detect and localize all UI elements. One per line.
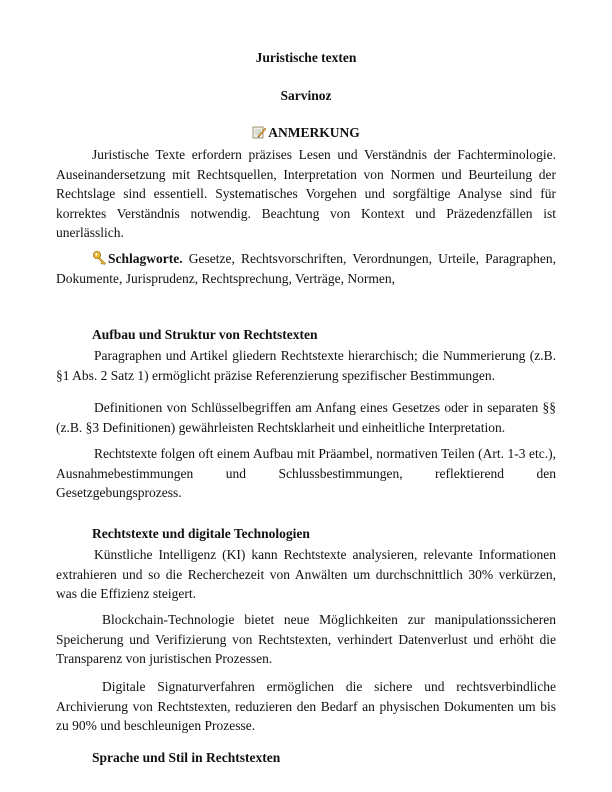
note-heading-text: ANMERKUNG [268,125,360,140]
document-title: Juristische texten [255,50,357,65]
note-paragraph: Juristische Texte erfordern präzises Lesen und Verständnis der Fachterminologie. Auseinandersetzung mit Rechtsquellen, Interpretation von Normen und Beurteilung der Rechtslage sind essentiell. Systematisches Vorgehen und sorgfältige Analyse sind für korrektes Verständnis notwendig. Beachtung von Kontext und Präzedenzfällen ist unerlässlich. [56,147,556,240]
section-heading-sprache: Sprache und Stil in Rechtstexten [92,750,281,765]
section-heading-aufbau: Aufbau und Struktur von Rechtstexten [92,327,318,342]
section-paragraph: Künstliche Intelligenz (KI) kann Rechtstexte analysieren, relevante Informationen extrahieren und so die Recherchezeit von Anwälten um durchschnittlich 30% verkürzen, was die Effizienz steigert. [56,547,556,601]
section-paragraph: Digitale Signaturverfahren ermöglichen die sichere und rechtsverbindliche Archivierung von Rechtstexten, reduzieren den Bedarf an physischen Dokumenten um bis zu 90% und beschleunigen Prozesse. [56,679,556,733]
section-paragraph: Definitionen von Schlüsselbegriffen am Anfang eines Gesetzes oder in separaten §§ (z.B. §3 Definitionen) gewährleisten Rechtsklarheit und einheitliche Interpretation. [56,400,556,435]
keywords-list: Gesetze, Rechtsvorschriften, Verordnungen, Urteile, Paragraphen, Dokumente, Jurisprudenz, Rechtsprechung, Verträge, Normen, [56,251,556,286]
keywords-paragraph [56,249,556,288]
memo-icon [252,125,266,139]
section-paragraph: Blockchain-Technologie bietet neue Möglichkeiten zur manipulationssicheren Speicherung und Verifizierung von Rechtstexten, verhindert Datenverlust und erhöht die Transparenz von juristischen Prozessen. [56,612,556,666]
note-heading [0,125,612,141]
keywords-label: Schlagworte. [108,251,183,266]
section-paragraph: Paragraphen und Artikel gliedern Rechtstexte hierarchisch; die Nummerierung (z.B. §1 Abs. 2 Satz 1) ermöglicht präzise Referenzierung spezifischer Bestimmungen. [56,348,556,383]
section-paragraph: Rechtstexte folgen oft einem Aufbau mit Präambel, normativen Teilen (Art. 1-3 etc.), Ausnahmebestimmungen und Schlussbestimmungen, reflektierend den Gesetzgebungsprozess. [56,446,556,500]
key-icon [92,250,107,265]
section-heading-digital: Rechtstexte und digitale Technologien [92,526,310,541]
document-author: Sarvinoz [280,88,332,103]
